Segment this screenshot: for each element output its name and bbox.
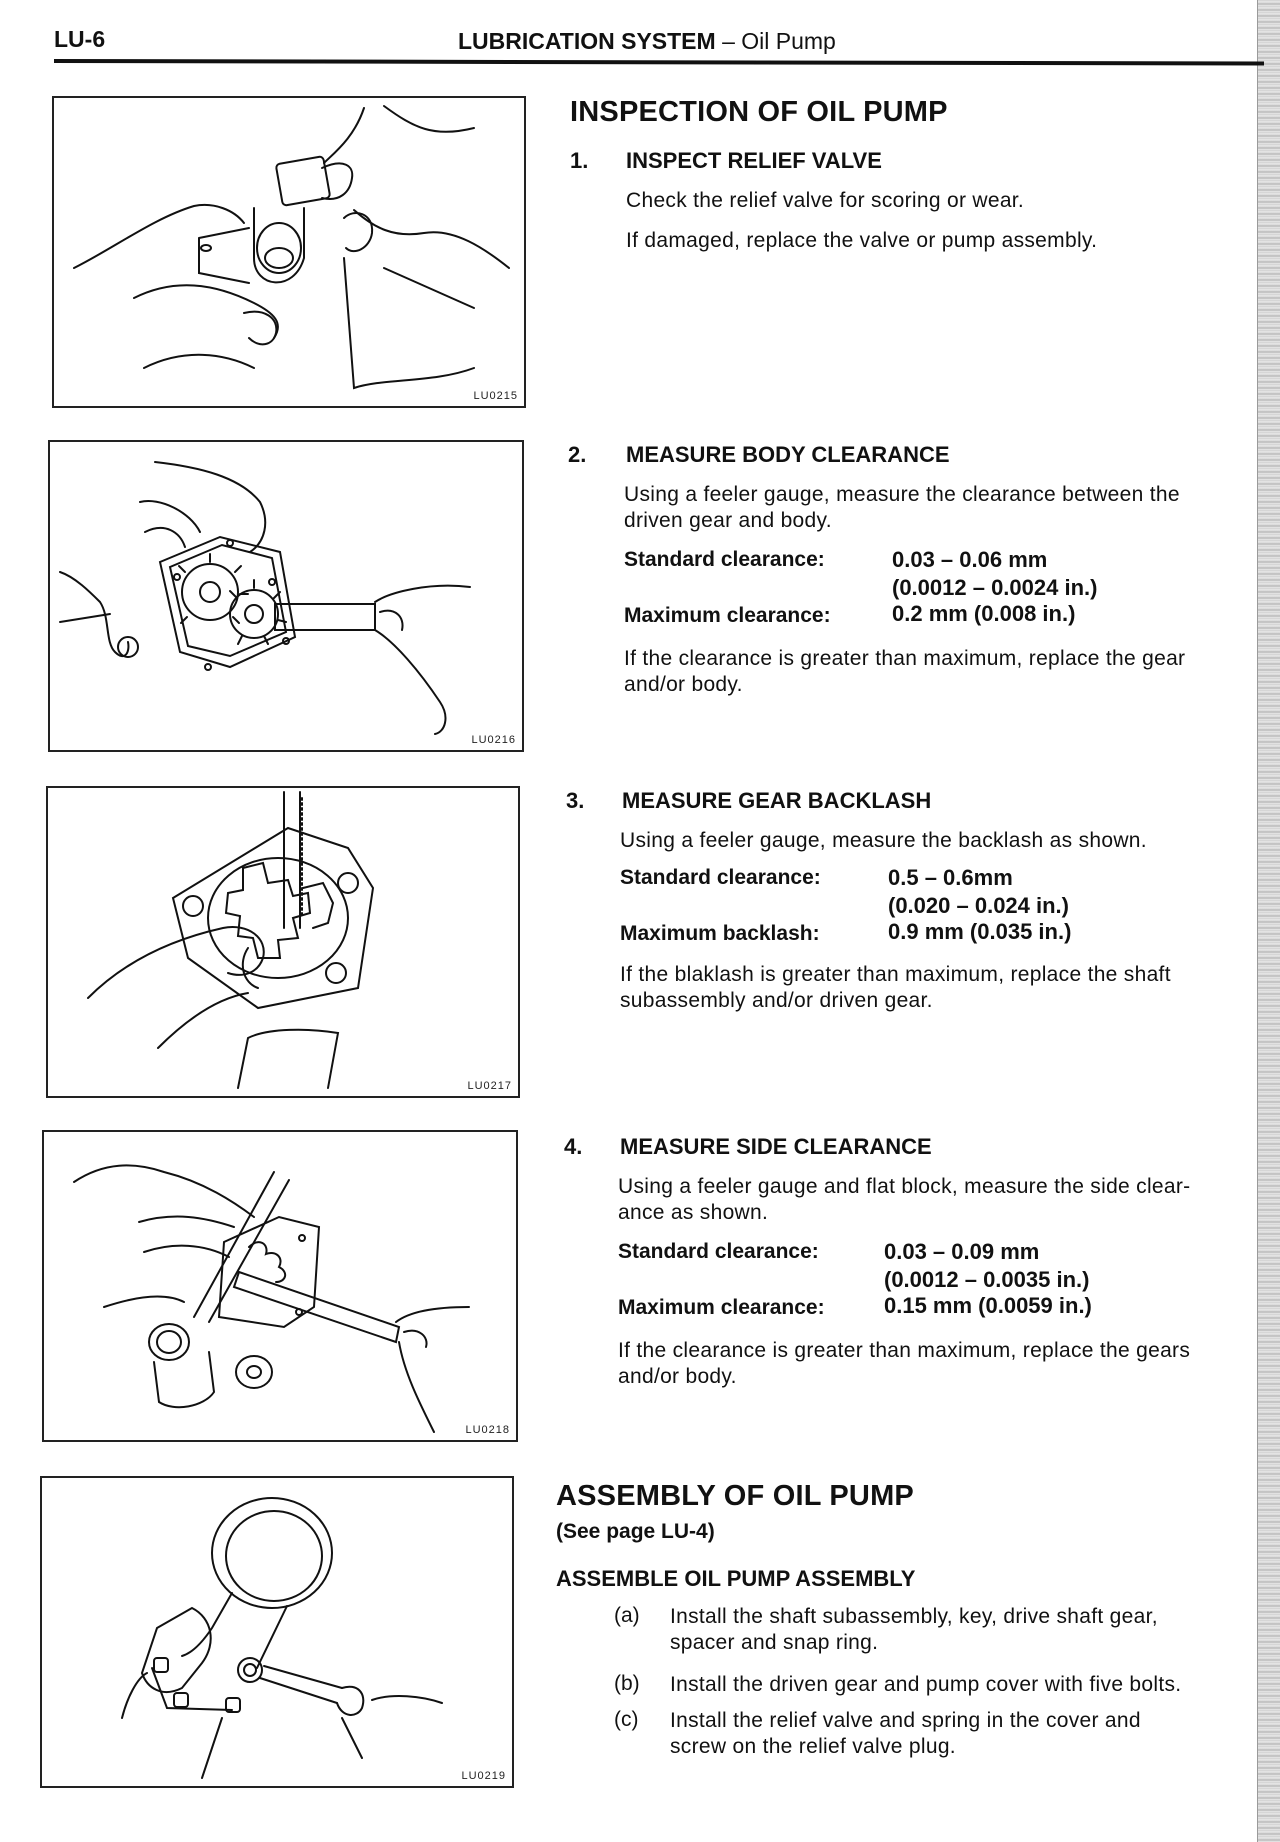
standard-clearance-value: 0.03 – 0.06 mm (0.0012 – 0.0024 in.)	[892, 547, 1098, 600]
step-3-outro: If the blaklash is greater than maximum, replace the shaft subassembly and/or driven gear.	[620, 963, 1171, 1012]
relief-valve-illustration	[54, 98, 524, 406]
step-3-intro: Using a feeler gauge, measure the backlash as shown.	[620, 829, 1147, 852]
figure-body-clearance	[48, 440, 524, 752]
step-2-outro: If the clearance is greater than maximum, replace the gear and/or body.	[624, 647, 1186, 696]
figure-code: LU0217	[467, 1080, 512, 1092]
assembly-section-title: ASSEMBLY OF OIL PUMP	[556, 1480, 914, 1512]
figure-code: LU0216	[471, 734, 516, 746]
step-4-number: 4.	[564, 1134, 583, 1159]
page-header	[54, 22, 1264, 62]
step-1-number: 1.	[570, 148, 589, 173]
page-number: LU-6	[54, 26, 106, 52]
standard-clearance-value: 0.03 – 0.09 mm (0.0012 – 0.0035 in.)	[884, 1239, 1090, 1292]
figure-code: LU0219	[461, 1770, 506, 1782]
item-c-label: (c)	[614, 1708, 639, 1731]
item-b-label: (b)	[614, 1672, 640, 1695]
figure-pump-assembly	[40, 1476, 514, 1788]
maximum-backlash-label: Maximum backlash:	[620, 922, 820, 945]
figure-code: LU0218	[465, 1424, 510, 1436]
figure-relief-valve	[52, 96, 526, 408]
gear-backlash-illustration	[48, 788, 518, 1096]
step-2-intro: Using a feeler gauge, measure the clearance between the driven gear and body.	[624, 483, 1180, 532]
standard-clearance-label: Standard clearance:	[624, 548, 825, 571]
figure-gear-backlash	[46, 786, 520, 1098]
step-1-text: If damaged, replace the valve or pump assembly.	[626, 229, 1098, 252]
step-1-text: Check the relief valve for scoring or wear.	[626, 189, 1025, 212]
subsection-name: Oil Pump	[741, 28, 836, 54]
step-2-number: 2.	[568, 442, 587, 467]
step-4-title: MEASURE SIDE CLEARANCE	[620, 1134, 932, 1159]
standard-clearance-label: Standard clearance:	[620, 866, 821, 889]
maximum-backlash-value: 0.9 mm (0.035 in.)	[888, 919, 1072, 944]
assemble-subheading: ASSEMBLE OIL PUMP ASSEMBLY	[556, 1566, 916, 1591]
step-3-number: 3.	[566, 788, 585, 813]
pump-assembly-illustration	[42, 1478, 512, 1786]
step-1-title: INSPECT RELIEF VALVE	[626, 148, 882, 173]
item-c-text: Install the relief valve and spring in the cover and screw on the relief valve plug.	[670, 1709, 1141, 1758]
figure-code: LU0215	[473, 390, 518, 402]
title-separator: –	[722, 28, 735, 54]
body-clearance-illustration	[50, 442, 522, 750]
step-4-intro: Using a feeler gauge and flat block, measure the side clear- ance as shown.	[618, 1175, 1191, 1224]
inspection-section-title: INSPECTION OF OIL PUMP	[570, 96, 948, 128]
page-reference: (See page LU-4)	[556, 1520, 715, 1543]
maximum-clearance-value: 0.15 mm (0.0059 in.)	[884, 1293, 1092, 1318]
running-title	[458, 28, 836, 55]
section-name: LUBRICATION SYSTEM	[458, 28, 716, 54]
maximum-clearance-label: Maximum clearance:	[618, 1296, 825, 1319]
maximum-clearance-label: Maximum clearance:	[624, 604, 831, 627]
item-a-text: Install the shaft subassembly, key, drive shaft gear, spacer and snap ring.	[670, 1605, 1158, 1654]
standard-clearance-value: 0.5 – 0.6mm (0.020 – 0.024 in.)	[888, 865, 1069, 918]
figure-side-clearance	[42, 1130, 518, 1442]
standard-clearance-label: Standard clearance:	[618, 1240, 819, 1263]
side-clearance-illustration	[44, 1132, 516, 1440]
step-4-outro: If the clearance is greater than maximum, replace the gears and/or body.	[618, 1339, 1191, 1388]
scanned-page-edge	[1257, 0, 1280, 1842]
item-b-text: Install the driven gear and pump cover with five bolts.	[670, 1673, 1182, 1696]
step-3-title: MEASURE GEAR BACKLASH	[622, 788, 932, 813]
maximum-clearance-value: 0.2 mm (0.008 in.)	[892, 601, 1076, 626]
item-a-label: (a)	[614, 1604, 640, 1627]
step-2-title: MEASURE BODY CLEARANCE	[626, 442, 950, 467]
